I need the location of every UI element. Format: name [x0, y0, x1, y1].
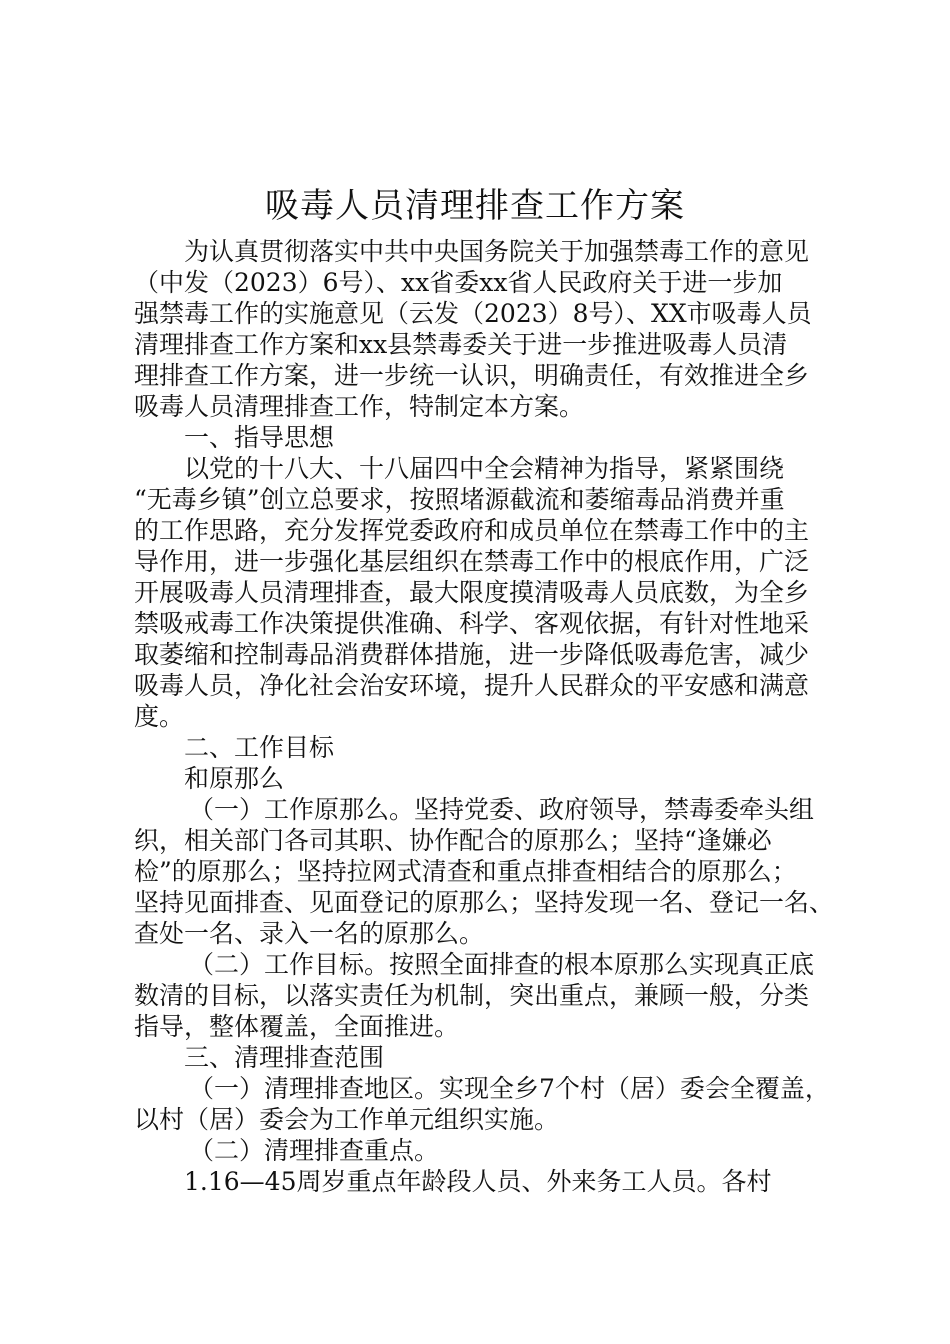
paragraph-line: （二）工作目标。按照全面排查的根本原那么实现真正底 — [189, 950, 815, 979]
paragraph-line: 以村（居）委会为工作单元组织实施。 — [134, 1105, 560, 1134]
section-heading: 三、清理排查范围 — [184, 1043, 385, 1072]
paragraph-line: 清理排查工作方案和xx县禁毒委关于进一步推进吸毒人员清 — [134, 330, 788, 359]
paragraph-line: 开展吸毒人员清理排查，最大限度摸清吸毒人员底数，为全乡 — [134, 578, 810, 607]
paragraph-line: 吸毒人员清理排查工作，特制定本方案。 — [134, 392, 585, 421]
paragraph-line: 数清的目标，以落实责任为机制，突出重点，兼顾一般，分类 — [134, 981, 810, 1010]
paragraph-line: 1.16—45周岁重点年龄段人员、外来务工人员。各村 — [184, 1167, 772, 1196]
paragraph-line: （中发（2023）6号）、xx省委xx省人民政府关于进一步加 — [134, 268, 783, 297]
paragraph-line: 以党的十八大、十八届四中全会精神为指导，紧紧围绕 — [184, 454, 785, 483]
paragraph-line: 度。 — [134, 702, 185, 731]
paragraph-line: 织，相关部门各司其职、协作配合的原那么；坚持“逢嫌必 — [134, 826, 772, 855]
paragraph-line: 吸毒人员，净化社会治安环境，提升人民群众的平安感和满意 — [134, 671, 810, 700]
document-body — [134, 236, 834, 1197]
paragraph-line: 取萎缩和控制毒品消费群体措施，进一步降低吸毒危害，减少 — [134, 640, 810, 669]
paragraph-line: 查处一名、录入一名的原那么。 — [134, 919, 485, 948]
paragraph-line: 理排查工作方案，进一步统一认识，明确责任，有效推进全乡 — [134, 361, 810, 390]
paragraph-line: “无毒乡镇”创立总要求，按照堵源截流和萎缩毒品消费并重 — [134, 485, 785, 514]
section-heading: 和原那么 — [184, 764, 285, 793]
section-heading: 一、指导思想 — [184, 423, 335, 452]
paragraph-line: 检”的原那么；坚持拉网式清查和重点排查相结合的原那么； — [134, 857, 797, 886]
paragraph-line: 指导，整体覆盖，全面推进。 — [134, 1012, 460, 1041]
paragraph-line: 禁吸戒毒工作决策提供准确、科学、客观依据，有针对性地采 — [134, 609, 810, 638]
paragraph-line: （二）清理排查重点。 — [189, 1136, 440, 1165]
document-title: 吸毒人员清理排查工作方案 — [265, 186, 685, 226]
paragraph-line: 的工作思路，充分发挥党委政府和成员单位在禁毒工作中的主 — [134, 516, 810, 545]
paragraph-line: （一）工作原那么。坚持党委、政府领导，禁毒委牵头组 — [189, 795, 815, 824]
paragraph-line: 为认真贯彻落实中共中央国务院关于加强禁毒工作的意见 — [184, 237, 810, 266]
section-heading: 二、工作目标 — [184, 733, 335, 762]
paragraph-line: 坚持见面排查、见面登记的原那么；坚持发现一名、登记一名、 — [134, 888, 835, 917]
paragraph-line: 强禁毒工作的实施意见（云发（2023）8号）、XX市吸毒人员 — [134, 299, 812, 328]
paragraph-line: 导作用，进一步强化基层组织在禁毒工作中的根底作用，广泛 — [134, 547, 810, 576]
paragraph-line: （一）清理排查地区。实现全乡7个村（居）委会全覆盖， — [189, 1074, 830, 1103]
